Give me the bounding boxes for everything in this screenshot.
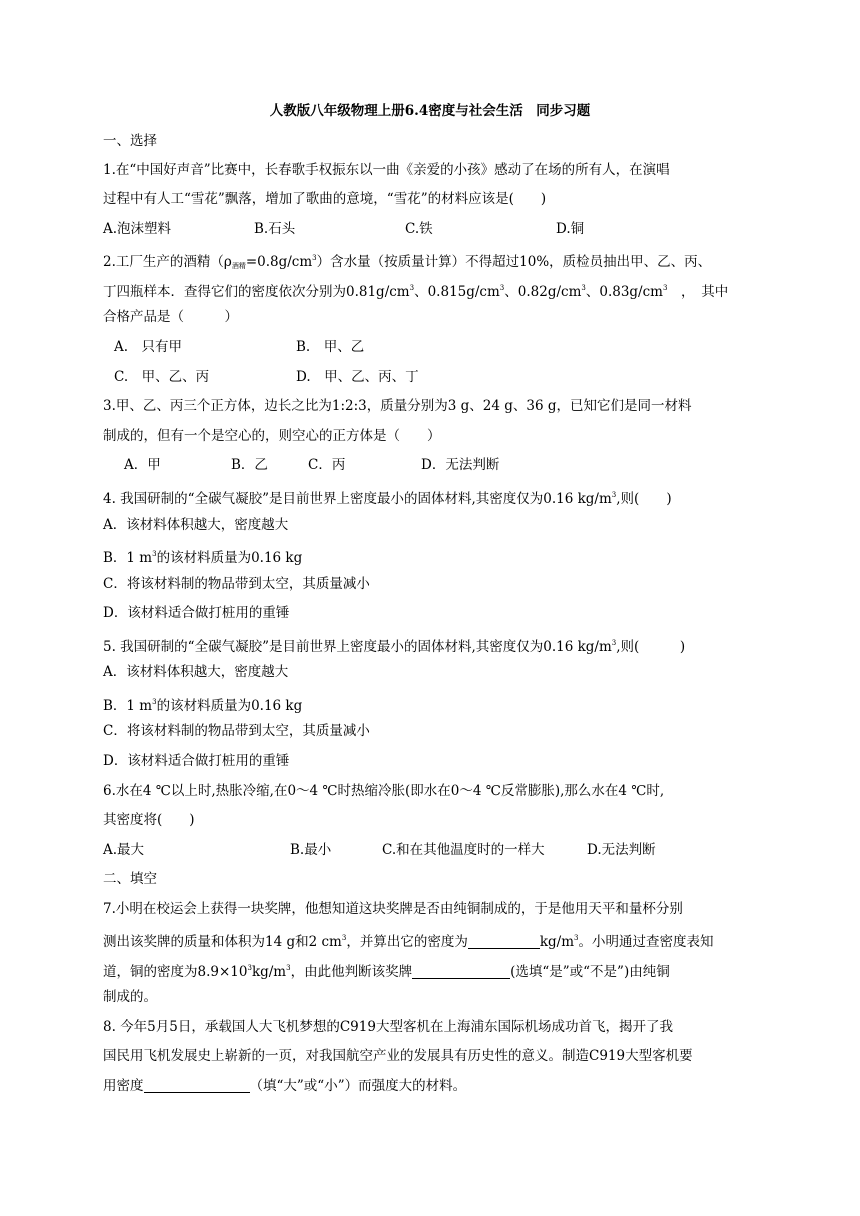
q2-option-a: A. 只有甲 bbox=[114, 339, 183, 355]
section-fill-heading: 二、填空 bbox=[103, 871, 157, 887]
q7-line3: 道，铜的密度为$8.9\times 10^3kg/m^3$，由此他判断该奖牌 (选填“是”或“不是”)由纯铜 bbox=[103, 964, 670, 980]
q5-stem: 5. 我国研制的“全碳气凝胶”是目前世界上密度最小的固体材料,其密度仅为0.16 $kg/m^3$,则( ) bbox=[103, 639, 686, 655]
q1-option-c: C.铁 bbox=[405, 221, 433, 237]
q5-option-c: C．将该材料制的物品带到太空，其质量减小 bbox=[103, 723, 370, 739]
q7-line1: 7.小明在校运会上获得一块奖牌，他想知道这块奖牌是否由纯铜制成的，于是他用天平和量杯分别 bbox=[103, 901, 683, 917]
q8-line1: 8. 今年5月5日，承载国人大飞机梦想的C919大型客机在上海浦东国际机场成功首飞，揭开了我 bbox=[103, 1019, 673, 1035]
q2-option-c: C. 甲、乙、丙 bbox=[114, 369, 210, 385]
q6-line1: 6.水在4 ℃以上时,热胀冷缩,在0～4 ℃时热缩冷胀(即水在0～4 ℃反常膨胀),那么水在4 ℃时, bbox=[103, 783, 665, 799]
q6-option-b: B.最小 bbox=[290, 842, 332, 858]
q3-option-a: A．甲 bbox=[124, 457, 161, 473]
q2-line3: 合格产品是（ ） bbox=[103, 309, 238, 325]
page-title: 人教版八年级物理上册6.4密度与社会生活 同步习题 bbox=[269, 103, 591, 119]
q6-option-c: C.和在其他温度时的一样大 bbox=[382, 842, 545, 858]
q7-material-blank[interactable] bbox=[412, 964, 510, 979]
q1-line2: 过程中有人工“雪花”飘落，增加了歌曲的意境，“雪花”的材料应该是( ) bbox=[103, 191, 547, 207]
q1-option-a: A.泡沫塑料 bbox=[103, 221, 172, 237]
q4-stem: 4. 我国研制的“全碳气凝胶”是目前世界上密度最小的固体材料,其密度仅为0.16 $kg/m^3$,则( ) bbox=[103, 491, 672, 507]
q1-option-d: D.铜 bbox=[556, 221, 585, 237]
q8-line2: 国民用飞机发展史上崭新的一页，对我国航空产业的发展具有历史性的意义。制造C919大型客机要 bbox=[103, 1048, 693, 1064]
q2-line2: 丁四瓶样本．查得它们的密度依次分别为$0.81g/cm^3$、$0.815g/cm^3$、$0.82g/cm^3$、$0.83g/cm^3$ ， 其中 bbox=[103, 284, 729, 300]
q7-density-blank[interactable] bbox=[468, 934, 540, 949]
q6-option-a: A.最大 bbox=[103, 842, 145, 858]
q7-line4: 制成的。 bbox=[103, 989, 157, 1005]
q1-line1: 1.在“中国好声音”比赛中，长春歌手权振东以一曲《亲爱的小孩》感动了在场的所有人，在演唱 bbox=[103, 162, 670, 178]
q3-line1: 3.甲、乙、丙三个正方体，边长之比为1:2:3，质量分别为3 g、24 g、36 g，已知它们是同一材料 bbox=[103, 398, 692, 414]
q2-option-b: B. 甲、乙 bbox=[296, 339, 365, 355]
q7-line2: 测出该奖牌的质量和体积为14 g和2 $cm^3$，并算出它的密度为 $kg/m^3$。小明通过查密度表知 bbox=[103, 934, 714, 950]
q4-option-a: A．该材料体积越大，密度越大 bbox=[103, 517, 289, 533]
q3-line2: 制成的，但有一个是空心的，则空心的正方体是（ ） bbox=[103, 428, 441, 444]
q5-option-d: D．该材料适合做打桩用的重锤 bbox=[103, 753, 290, 769]
q3-option-b: B．乙 bbox=[231, 457, 268, 473]
q6-option-d: D.无法判断 bbox=[587, 842, 656, 858]
q8-density-blank[interactable] bbox=[144, 1078, 250, 1093]
q5-option-a: A．该材料体积越大，密度越大 bbox=[103, 664, 289, 680]
section-choice-heading: 一、选择 bbox=[103, 133, 157, 149]
q4-option-b: B．1 $m^3$的该材料质量为0.16 kg bbox=[103, 550, 303, 566]
q3-option-c: C．丙 bbox=[308, 457, 346, 473]
q5-option-b: B．1 $m^3$的该材料质量为0.16 kg bbox=[103, 698, 303, 714]
q2-option-d: D. 甲、乙、丙、丁 bbox=[296, 369, 419, 385]
q6-line2: 其密度将( ) bbox=[103, 812, 195, 828]
q3-option-d: D．无法判断 bbox=[421, 457, 500, 473]
q8-line3: 用密度 （填“大”或“小”）而强度大的材料。 bbox=[103, 1078, 467, 1094]
q4-option-d: D．该材料适合做打桩用的重锤 bbox=[103, 605, 290, 621]
q1-option-b: B.石头 bbox=[254, 221, 296, 237]
q4-option-c: C．将该材料制的物品带到太空，其质量减小 bbox=[103, 576, 370, 592]
q2-line1: 2.工厂生产的酒精$(\rho_{酒精}=0.8g/cm^3)$含水量（按质量计算）不得超过10%，质检员抽出甲、乙、丙、 bbox=[103, 254, 712, 270]
